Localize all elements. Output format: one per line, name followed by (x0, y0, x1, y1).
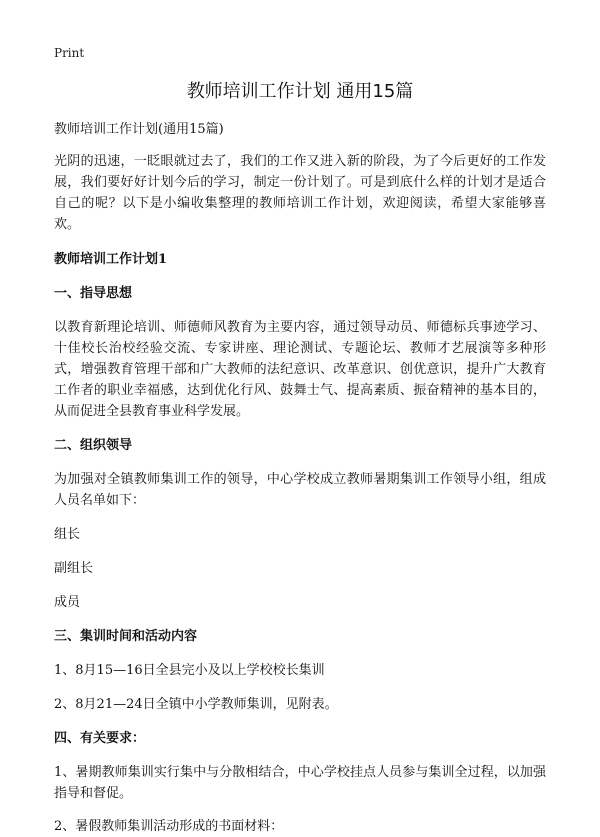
schedule-heading: 三、集训时间和活动内容 (54, 629, 198, 644)
organization-text: 为加强对全镇教师集训工作的领导，中心学校成立教师暑期集训工作领导小组，组成人员名单如下： (54, 472, 546, 508)
vice-leader-label: 副组长 (54, 561, 94, 576)
leader-label: 组长 (54, 527, 81, 542)
document-title: 教师培训工作计划 通用15篇 (186, 81, 414, 102)
intro-paragraph: 光阴的迅速，一眨眼就过去了，我们的工作又进入新的阶段，为了今后更好的工作发展，我们要好好计划今后的学习，制定一份计划了。可是到底什么样的计划才是适合自己的呢？以下是小编收集整理的教师培训工作计划，欢迎阅读，希望大家能够喜欢。 (54, 154, 546, 232)
members-label: 成员 (54, 595, 81, 610)
organization-heading: 二、组织领导 (54, 438, 133, 453)
schedule-item-1: 1、8月15—16日全县完小及以上学校校长集训 (54, 663, 325, 678)
requirements-heading: 四、有关要求： (54, 731, 146, 746)
requirement-item-1: 1、暑期教师集训实行集中与分散相结合，中心学校挂点人员参与集训全过程，以加强指导和督促。 (54, 765, 546, 801)
schedule-item-2: 2、8月21—24日全镇中小学教师集训，见附表。 (54, 697, 338, 712)
guiding-principles-heading: 一、指导思想 (54, 286, 133, 301)
requirement-item-2: 2、暑假教师集训活动形成的书面材料： (54, 819, 284, 834)
print-link[interactable]: Print (54, 46, 85, 60)
document-body (54, 119, 546, 837)
plan-heading: 教师培训工作计划1 (54, 252, 168, 267)
document-subtitle: 教师培训工作计划(通用15篇) (54, 122, 224, 137)
guiding-principles-text: 以教育新理论培训、师德师风教育为主要内容，通过领导动员、师德标兵事迹学习、十佳校长治校经验交流、专家讲座、理论测试、专题论坛、教师才艺展演等多种形式，增强教育管理干部和广大教师的法纪意识、改革意识、创优意识，提升广大教育工作者的职业幸福感，达到优化行风、鼓舞士气、提高素质、振奋精神的基本目的，从而促进全县教育事业科学发展。 (54, 320, 546, 419)
